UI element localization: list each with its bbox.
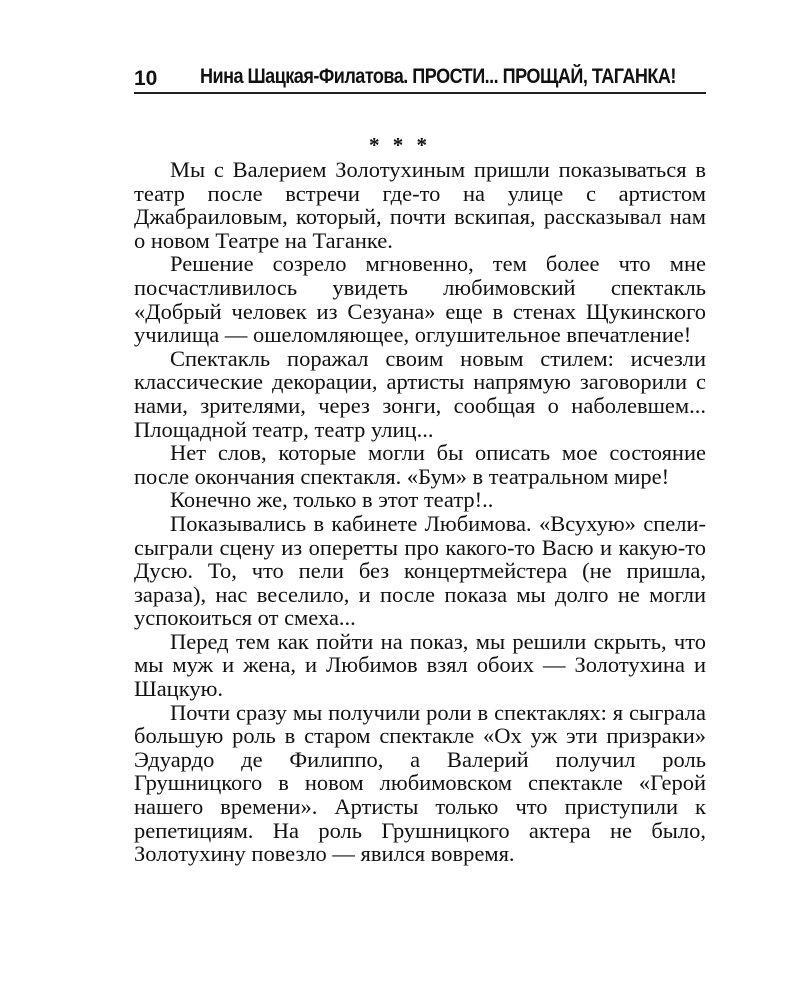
running-title: Нина Шацкая-Филатова. ПРОСТИ... ПРОЩАЙ, ТАГАНКА! <box>200 65 676 88</box>
paragraph: Спектакль поражал своим новым стилем: исчезли классические декорации, артисты напрямую заговорили с нами, зрителями, через зонги, сообщая о наболевшем... Площадной театр, театр улиц... <box>134 345 706 442</box>
paragraph: Решение созрело мгновенно, тем более что мне посчастливилось увидеть любимовский спектакль «Добрый человек из Сезуана» еще в стенах Щукинского училища — ошеломляющее, оглушительное впечатление! <box>134 251 706 348</box>
paragraph: Почти сразу мы получили роли в спектаклях: я сыграла большую роль в старом спектакле «Ох уж эти призраки» Эдуардо де Филиппо, а Валерий получил роль Грушницкого в новом любимовском спектакле «Герой нашего времени». Артисты только что приступили к репетициям. На роль Грушницкого актера не было, Золотухину повезло — явился вовремя. <box>134 699 706 867</box>
paragraph: Показывались в кабинете Любимова. «Всухую» спели-сыграли сцену из оперетты про какого-то Васю и какую-то Дусю. То, что пели без концертмейстера (не пришла, зараза), нас веселило, и после показа мы долго не могли успокоиться от смеха... <box>134 510 706 631</box>
body-text <box>134 158 706 866</box>
page-number: 10 <box>134 67 158 90</box>
running-header <box>134 62 706 94</box>
paragraph: Конечно же, только в этот театр!.. <box>170 487 494 513</box>
paragraph: Перед тем как пойти на показ, мы решили скрыть, что мы муж и жена, и Любимов взял обоих — Золотухина и Шацкую. <box>134 628 706 702</box>
paragraph: Нет слов, которые могли бы описать мое состояние после окончания спектакля. «Бум» в театральном мире! <box>134 440 706 489</box>
section-break: * * * <box>369 133 431 157</box>
paragraph: Мы с Валерием Золотухиным пришли показываться в театр после встречи где-то на улице с артистом Джабраиловым, который, почти вскипая, рассказывал нам о новом Театре на Таганке. <box>134 157 706 253</box>
